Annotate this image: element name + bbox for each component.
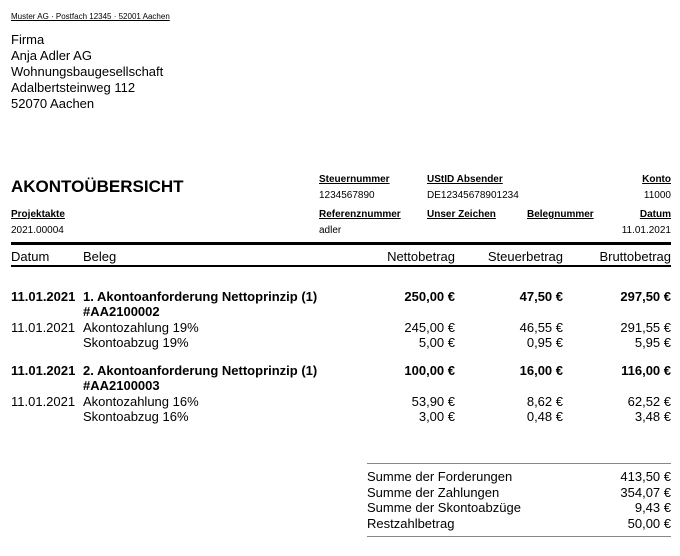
table-group-header bbox=[11, 289, 671, 304]
column-header-datum: Datum bbox=[11, 249, 50, 264]
cell-beleg: 1. Akontoanforderung Nettoprinzip (1) bbox=[83, 289, 318, 304]
summary-value: 50,00 € bbox=[627, 516, 671, 531]
cell-beleg: Akontozahlung 19% bbox=[83, 320, 199, 335]
ustid-value: DE12345678901234 bbox=[427, 190, 519, 201]
cell-netto: 245,00 € bbox=[404, 320, 455, 335]
summary-row bbox=[367, 516, 671, 531]
cell-netto: 5,00 € bbox=[418, 335, 455, 350]
steuernummer-value: 1234567890 bbox=[319, 190, 375, 201]
recipient-line: Anja Adler AG bbox=[11, 48, 92, 63]
summary-bottom-rule bbox=[367, 536, 671, 537]
summary-value: 413,50 € bbox=[620, 469, 671, 484]
cell-beleg: Skontoabzug 16% bbox=[83, 409, 189, 424]
table-row bbox=[11, 335, 671, 350]
cell-date: 11.01.2021 bbox=[11, 394, 76, 409]
cell-beleg: 2. Akontoanforderung Nettoprinzip (1) bbox=[83, 363, 318, 378]
cell-date: 11.01.2021 bbox=[11, 320, 76, 335]
cell-brutto: 297,50 € bbox=[620, 289, 671, 304]
summary-row bbox=[367, 485, 671, 500]
cell-steuer: 16,00 € bbox=[519, 363, 563, 378]
sender-line: Muster AG · Postfach 12345 · 52001 Aachen bbox=[11, 12, 170, 21]
summary-top-rule bbox=[367, 463, 671, 464]
cell-steuer: 46,55 € bbox=[519, 320, 563, 335]
summary-value: 354,07 € bbox=[620, 485, 671, 500]
recipient-line: Firma bbox=[11, 32, 45, 47]
column-header-steuer: Steuerbetrag bbox=[487, 249, 563, 264]
cell-netto: 250,00 € bbox=[404, 289, 455, 304]
recipient-line: Adalbertsteinweg 112 bbox=[11, 80, 136, 95]
belegnummer-label: Belegnummer bbox=[527, 209, 594, 220]
cell-brutto: 3,48 € bbox=[634, 409, 671, 424]
ustid-label: UStID Absender bbox=[427, 174, 503, 185]
referenz-value: adler bbox=[319, 225, 342, 236]
summary-label: Summe der Forderungen bbox=[367, 469, 513, 484]
summary-label: Restzahlbetrag bbox=[367, 516, 455, 531]
recipient-address bbox=[11, 32, 163, 112]
cell-netto: 3,00 € bbox=[418, 409, 455, 424]
datum-value: 11.01.2021 bbox=[621, 225, 671, 236]
table-group-header bbox=[11, 363, 671, 378]
referenz-label: Referenznummer bbox=[319, 209, 401, 220]
cell-reference: #AA2100003 bbox=[83, 378, 160, 393]
table-header-rule bbox=[11, 265, 671, 267]
cell-steuer: 47,50 € bbox=[519, 289, 563, 304]
table-group-ref bbox=[11, 378, 671, 393]
summary-label: Summe der Skontoabzüge bbox=[367, 500, 521, 515]
cell-brutto: 291,55 € bbox=[620, 320, 671, 335]
cell-date: 11.01.2021 bbox=[11, 289, 76, 304]
cell-beleg: Akontozahlung 16% bbox=[83, 394, 199, 409]
projektakte-label: Projektakte bbox=[11, 209, 65, 220]
table-group-ref bbox=[11, 304, 671, 319]
table-top-rule bbox=[11, 242, 671, 245]
cell-steuer: 0,95 € bbox=[526, 335, 563, 350]
recipient-line: Wohnungsbaugesellschaft bbox=[11, 64, 164, 79]
konto-label: Konto bbox=[642, 174, 671, 185]
cell-brutto: 62,52 € bbox=[627, 394, 671, 409]
column-header-beleg: Beleg bbox=[83, 249, 117, 264]
datum-label: Datum bbox=[639, 209, 671, 220]
cell-beleg: Skontoabzug 19% bbox=[83, 335, 189, 350]
cell-steuer: 0,48 € bbox=[526, 409, 563, 424]
summary-label: Summe der Zahlungen bbox=[367, 485, 500, 500]
document-title: AKONTOÜBERSICHT bbox=[11, 177, 184, 196]
recipient-line: 52070 Aachen bbox=[11, 96, 95, 111]
column-header-netto: Nettobetrag bbox=[387, 249, 455, 264]
konto-value: 11000 bbox=[643, 190, 671, 201]
cell-reference: #AA2100002 bbox=[83, 304, 160, 319]
cell-steuer: 8,62 € bbox=[526, 394, 563, 409]
cell-brutto: 116,00 € bbox=[621, 363, 671, 378]
cell-netto: 53,90 € bbox=[411, 394, 455, 409]
table-row bbox=[11, 409, 671, 424]
summary-value: 9,43 € bbox=[634, 500, 671, 515]
cell-netto: 100,00 € bbox=[404, 363, 455, 378]
steuernummer-label: Steuernummer bbox=[319, 174, 390, 185]
unser-zeichen-label: Unser Zeichen bbox=[427, 209, 496, 220]
summary-row bbox=[367, 469, 671, 484]
table-row bbox=[11, 394, 671, 409]
column-header-brutto: Bruttobetrag bbox=[599, 249, 671, 264]
summary-row bbox=[367, 500, 671, 515]
table-row bbox=[11, 320, 671, 335]
projektakte-value: 2021.00004 bbox=[11, 225, 64, 236]
cell-date: 11.01.2021 bbox=[11, 363, 76, 378]
cell-brutto: 5,95 € bbox=[634, 335, 671, 350]
